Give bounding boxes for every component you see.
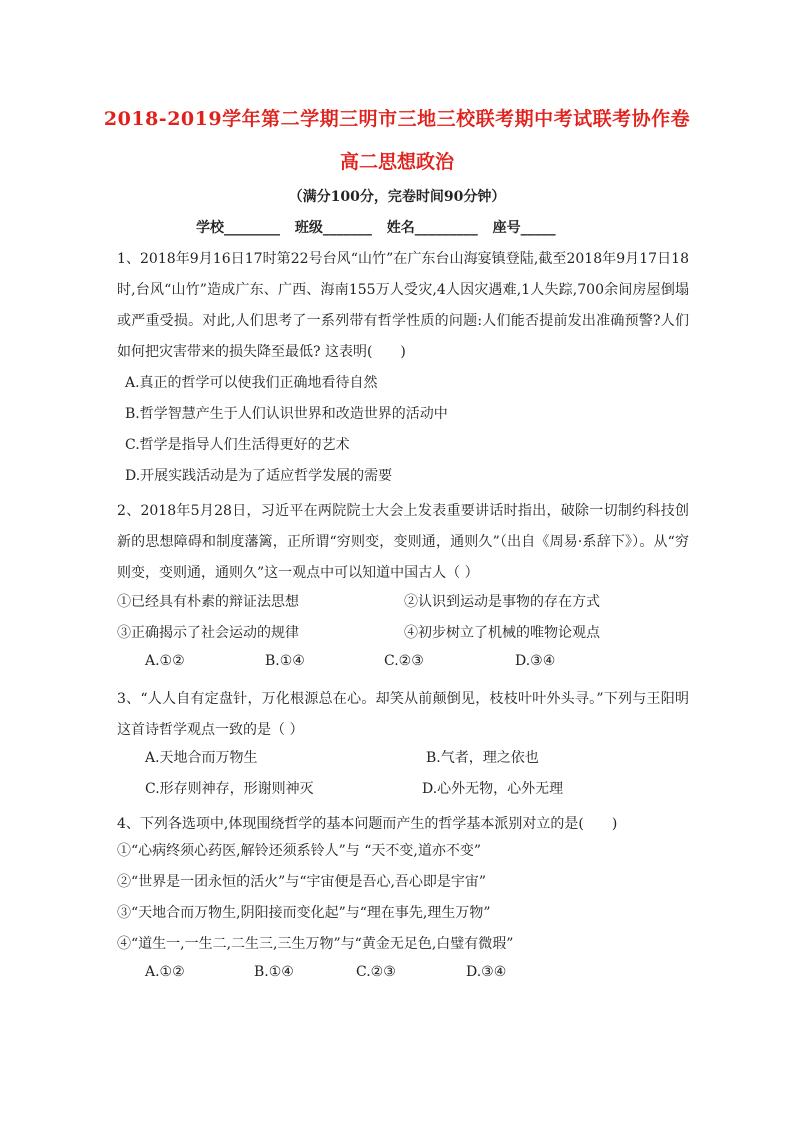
question-4-option-c: C.②③ bbox=[356, 964, 396, 980]
question-3-option-d: D.心外无物，心外无理 bbox=[422, 781, 564, 797]
question-1-option-c: C.哲学是指导人们生活得更好的艺术 bbox=[125, 437, 350, 453]
question-1-option-b: B.哲学智慧产生于人们认识世界和改造世界的活动中 bbox=[125, 406, 448, 422]
question-4-item-1: ①“心病终须心药医,解铃还须系铃人”与 “天不变,道亦不变” bbox=[117, 843, 481, 859]
question-1-stem: 1、2018年9月16日17时第22号台风“山竹”在广东台山海宴镇登陆,截至2018年9月17日18时,台风“山竹”造成广东、广西、海南155万人受灾,4人因灾遇难,1人失踪,700余间房屋倒塌或严重受损。对此,人们思考了一系列带有哲学性质的问题:人们能否提前发出准确预警?人们如何把灾害带来的损失降至最低? 这表明( ) bbox=[117, 251, 689, 360]
school-field: 学校________ bbox=[196, 220, 280, 236]
question-2-option-d: D.③④ bbox=[515, 653, 556, 669]
question-4-stem: 4、下列各选项中,体现围绕哲学的基本问题而产生的哲学基本派别对立的是( ) bbox=[117, 816, 618, 832]
question-2-option-a: A.①② bbox=[145, 653, 185, 669]
question-3-stem: 3、“人人自有定盘针，万化根源总在心。却笑从前颠倒见，枝枝叶叶外头寻。”下列与王阳明这首诗哲学观点一致的是（ ） bbox=[117, 691, 689, 738]
question-3-option-b: B.气者，理之依也 bbox=[426, 750, 539, 766]
question-4-option-b: B.①④ bbox=[254, 964, 294, 980]
question-1-option-d: D.开展实践活动是为了适应哲学发展的需要 bbox=[125, 468, 393, 484]
exam-title: 2018-2019学年第二学期三明市三地三校联考期中考试联考协作卷 bbox=[103, 108, 691, 130]
question-2-item-1: ①已经具有朴素的辩证法思想 bbox=[117, 594, 299, 610]
question-4-item-3: ③“天地合而万物生,阴阳接而变化起”与“理在事先,理生万物” bbox=[117, 905, 491, 921]
question-2-item-4: ④初步树立了机械的唯物论观点 bbox=[404, 625, 600, 641]
question-2-item-2: ②认识到运动是事物的存在方式 bbox=[404, 594, 600, 610]
question-4-option-d: D.③④ bbox=[466, 964, 507, 980]
class-field: 班级_______ bbox=[294, 220, 372, 236]
question-3-option-a: A.天地合而万物生 bbox=[145, 750, 258, 766]
question-2-option-c: C.②③ bbox=[384, 653, 424, 669]
exam-note: （满分100分，完卷时间90分钟） bbox=[288, 189, 506, 205]
question-2-item-3: ③正确揭示了社会运动的规律 bbox=[117, 625, 299, 641]
name-field: 姓名_________ bbox=[386, 220, 478, 236]
question-4-option-a: A.①② bbox=[145, 964, 185, 980]
question-4-item-2: ②“世界是一团永恒的活火”与“宇宙便是吾心,吾心即是宇宙” bbox=[117, 874, 487, 890]
seat-field: 座号_____ bbox=[492, 220, 556, 236]
exam-subject: 高二思想政治 bbox=[339, 151, 454, 173]
question-2-option-b: B.①④ bbox=[265, 653, 305, 669]
question-2-stem: 2、2018年5月28日，习近平在两院院士大会上发表重要讲话时指出，破除一切制约科技创新的思想障碍和制度藩篱，正所谓“穷则变，变则通，通则久”（出自《周易·系辞下》）。从“穷则变，变则通，通则久”这一观点中可以知道中国古人（ ） bbox=[117, 503, 689, 581]
question-4-item-4: ④“道生一,一生二,二生三,三生万物”与“黄金无足色,白璧有微瑕” bbox=[117, 936, 514, 952]
student-info-line bbox=[196, 217, 566, 237]
question-3-option-c: C.形存则神存，形谢则神灭 bbox=[145, 781, 314, 797]
question-1-option-a: A.真正的哲学可以使我们正确地看待自然 bbox=[125, 375, 378, 391]
